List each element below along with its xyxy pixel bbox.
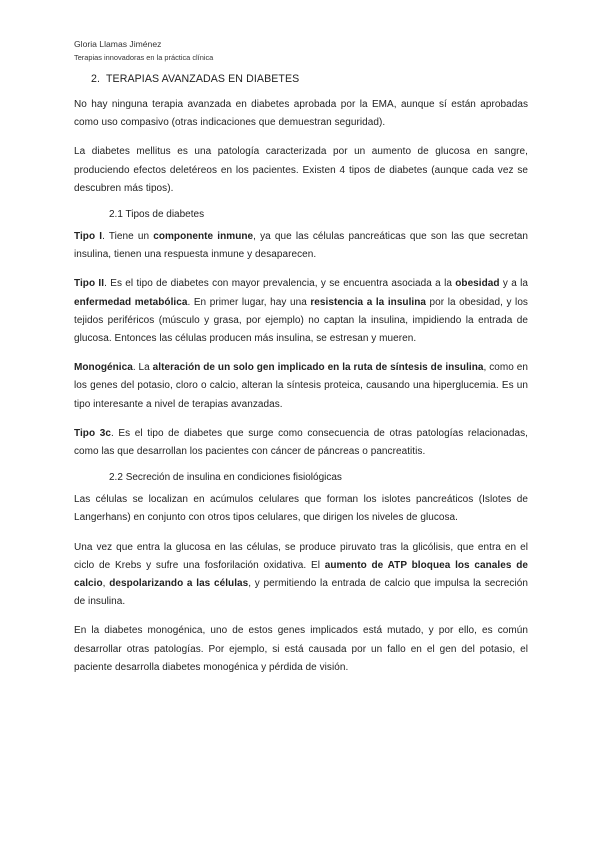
tipo-2-text-4: por la obesidad, y los tejidos periféricos (músculo y grasa, por ejemplo) no captan la insulina, impidiendo la entrada de glucosa. Entonces las células producen más insulina, se estresan y mueren. <box>74 296 528 345</box>
subsection-1-title: Tipos de diabetes <box>125 209 205 221</box>
tipo-2-text-3: . En primer lugar, hay una <box>187 296 311 308</box>
section-heading <box>91 73 528 85</box>
subsection-2-number: 2.2 <box>109 472 123 484</box>
secrecion-2-text-1: Una vez que entra la glucosa en las células, se produce piruvato tras la glicólisis, que entra en el ciclo de Krebs y sufre una fosforilación oxidativa. El <box>74 541 528 571</box>
subsection-1-number: 2.1 <box>109 209 123 221</box>
secrecion-2-bold-1: aumento de ATP bloquea los canales de calcio <box>74 559 528 590</box>
tipo-1-text-2: , ya que las células pancreáticas que son las que secretan insulina, tienen una respuesta inmune y desaparecen. <box>74 231 529 261</box>
paragraph-secrecion-3: En la diabetes monogénica, uno de estos genes implicados está mutado, y por ello, es común desarrollar otras patologías. Por ejemplo, si está causada por un fallo en el gen del potasio, el paciente desarrolla diabetes monogénica y pérdida de visión. <box>74 625 528 673</box>
page-header <box>74 38 213 64</box>
header-author: Gloria Llamas Jiménez <box>74 39 162 49</box>
paragraph-secrecion-2 <box>74 539 528 612</box>
subsection-heading-secrecion <box>109 472 528 483</box>
section-title: TERAPIAS AVANZADAS EN DIABETES <box>105 73 300 85</box>
tipo-1-label: Tipo I <box>74 231 103 243</box>
document-body <box>74 70 528 688</box>
monogenica-label: Monogénica <box>74 362 133 374</box>
subsection-heading-tipos <box>109 209 528 220</box>
paragraph-intro-1: No hay ninguna terapia avanzada en diabetes aprobada por la EMA, aunque sí están aprobadas como uso compasivo (otras indicaciones que demuestran seguridad). <box>74 99 528 129</box>
monogenica-bold-1: alteración de un solo gen implicado en la ruta de síntesis de insulina <box>152 362 484 374</box>
secrecion-2-bold-2: despolarizando a las células <box>109 578 249 590</box>
tipo-3c-label: Tipo 3c <box>74 427 111 439</box>
paragraph-secrecion-1: Las células se localizan en acúmulos celulares que forman los islotes pancreáticos (Islotes de Langerhans) en conjunto con otros tipos celulares, que dirigen los niveles de glucosa. <box>74 494 528 524</box>
subsection-2-title: Secreción de insulina en condiciones fisiológicas <box>125 472 342 484</box>
secrecion-2-text-3: , y permitiendo la entrada de calcio que impulsa la secreción de insulina. <box>74 578 528 608</box>
monogenica-text-1: . La <box>132 362 153 374</box>
section-number: 2. <box>91 73 101 85</box>
monogenica-text-2: , como en los genes del potasio, cloro o calcio, alteran la síntesis proteica, causando una hiperglucemia. Es un tipo interesante a nivel de terapias avanzadas. <box>74 362 528 410</box>
tipo-1-text-1: . Tiene un <box>102 231 154 243</box>
secrecion-2-text-2: , <box>102 578 110 590</box>
tipo-2-bold-3: resistencia a la insulina <box>310 296 427 308</box>
tipo-2-label: Tipo II <box>74 278 105 290</box>
tipo-2-bold-1: obesidad <box>455 278 500 290</box>
tipo-2-text-2: y a la <box>499 278 528 290</box>
tipo-2-bold-2: enfermedad metabólica <box>74 296 188 308</box>
paragraph-tipo-3c <box>74 425 528 461</box>
header-subtitle: Terapias innovadoras en la práctica clínica <box>74 53 214 62</box>
tipo-1-bold-1: componente inmune <box>153 231 254 243</box>
paragraph-intro-2: La diabetes mellitus es una patología caracterizada por un aumento de glucosa en sangre, produciendo efectos deletéreos en los pacientes. Existen 4 tipos de diabetes (aunque cada vez se descubren más tipos). <box>74 146 528 194</box>
paragraph-tipo-2 <box>74 275 528 348</box>
tipo-3c-text-1: . Es el tipo de diabetes que surge como consecuencia de otras patologías relacionadas, como las que desarrollan los pacientes con cáncer de páncreas o pancreatitis. <box>74 427 528 458</box>
tipo-2-text-1: . Es el tipo de diabetes con mayor prevalencia, y se encuentra asociada a la <box>104 278 456 290</box>
paragraph-tipo-1 <box>74 228 528 264</box>
paragraph-monogenica <box>74 359 528 414</box>
